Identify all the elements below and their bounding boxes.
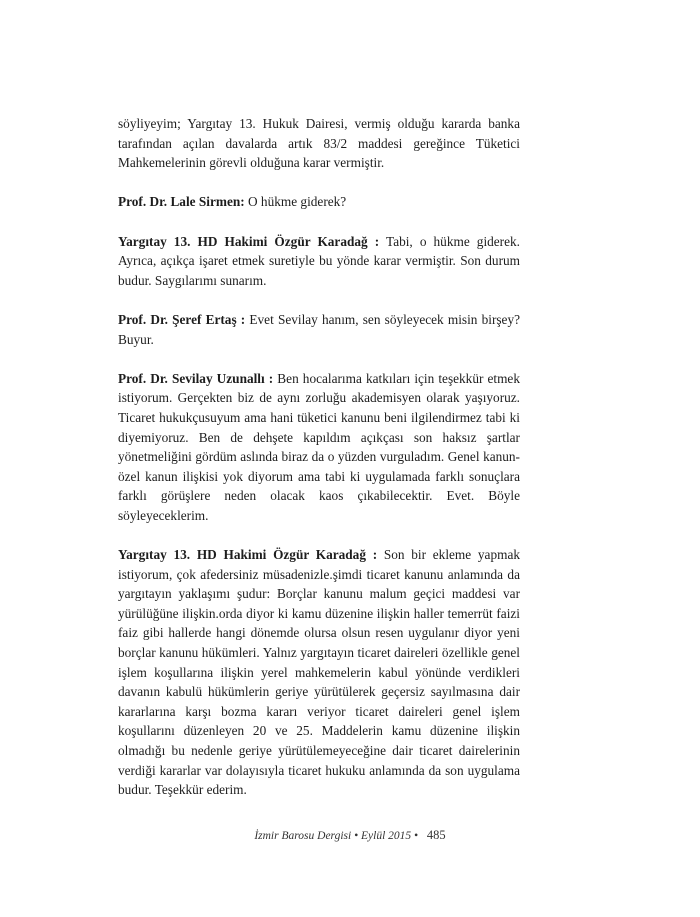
speaker-name: Prof. Dr. Lale Sirmen: (118, 194, 245, 210)
paragraph-text: Ben hocalarıma katkıları için teşekkür etmek istiyorum. Gerçekten biz de aynı zorluğu akademisyen olarak yaşıyoruz. Ticaret hukukçusuyum ama hani tüketici kanunu beni ilgilendirmez tabi ki diyemiyoruz. Ben de dehşete kapıldım açıkçası son haksız şartlar yönetmeliğini gördüm aslında biraz da o yüzden vurguladım. Genel kanun-özel kanun ilişkisi yok diyorum ama tabi ki uygulamada farklı sonuçlara farklı görüşlere neden olacak kaos çıkabilecektir. Evet. Böyle söyleyeceklerim. (118, 370, 520, 523)
page-number: 485 (426, 828, 446, 842)
speaker-name: Prof. Dr. Sevilay Uzunallı : (118, 370, 274, 386)
paragraph-lale-sirmen (118, 192, 520, 212)
paragraph-intro (118, 114, 520, 173)
page-footer (0, 828, 700, 843)
paragraph-text: söyliyeyim; Yargıtay 13. Hukuk Dairesi, vermiş olduğu kararda banka tarafından açılan davalarda artık 83/2 maddesi gereğince Tüketici Mahkemelerinin görevli olduğuna karar vermiştir. (118, 116, 520, 171)
paragraph-text: Evet Sevilay hanım, sen söyleyecek misin birşey? Buyur. (118, 311, 521, 347)
paragraph-text: O hükme giderek? (244, 194, 347, 210)
paragraph-text: Tabi, o hükme giderek. Ayrıca, açıkça işaret etmek suretiyle bu yönde karar vermiştir. Son durum budur. Saygılarımı sunarım. (118, 233, 520, 288)
page-body (118, 114, 520, 819)
paragraph-uzunalli (118, 369, 520, 526)
paragraph-text: Son bir ekleme yapmak istiyorum, çok afedersiniz müsadenizle.şimdi ticaret kanunu anlamında da yargıtayın yaklaşımı şudur: Borçlar kanunu malum geçici maddesi var yürülüğüne ilişkin.orda diyor ki kamu düzenine ilişkin haller temerrüt faizi faiz gibi hallerde hangi dönemde olursa olsun resen uygulanır diyor yeni borçlar kanunu hükümleri. Yalnız yargıtayın ticaret daireleri özellikle genel işlem koşullarına ilişkin yerel mahkemelerin kabul yönünde verdikleri davanın kabulü hükümlerin geriye yürütülerek geçersiz sayılmasına dair kararlarına karşı bozma kararı veriyor ticaret daireleri genel işlem koşullarını düzenleyen 20 ve 25. Maddelerin kamu düzenine ilişkin olmadığı bu nedenle geriye yürütülemeyeceğine dair ticaret dairelerinin verdiği kararlar var dolayısıyla ticaret hukuku anlamında da son uygulama budur. Teşekkür ederim. (118, 547, 520, 798)
paragraph-karadag-2 (118, 545, 520, 800)
paragraph-ertas (118, 310, 520, 349)
speaker-name: Yargıtay 13. HD Hakimi Özgür Karadağ : (118, 547, 378, 563)
journal-title: İzmir Barosu Dergisi • Eylül 2015 • (254, 830, 419, 842)
speaker-name: Yargıtay 13. HD Hakimi Özgür Karadağ : (118, 233, 380, 249)
paragraph-karadag-1 (118, 232, 520, 291)
speaker-name: Prof. Dr. Şeref Ertaş : (118, 311, 246, 327)
